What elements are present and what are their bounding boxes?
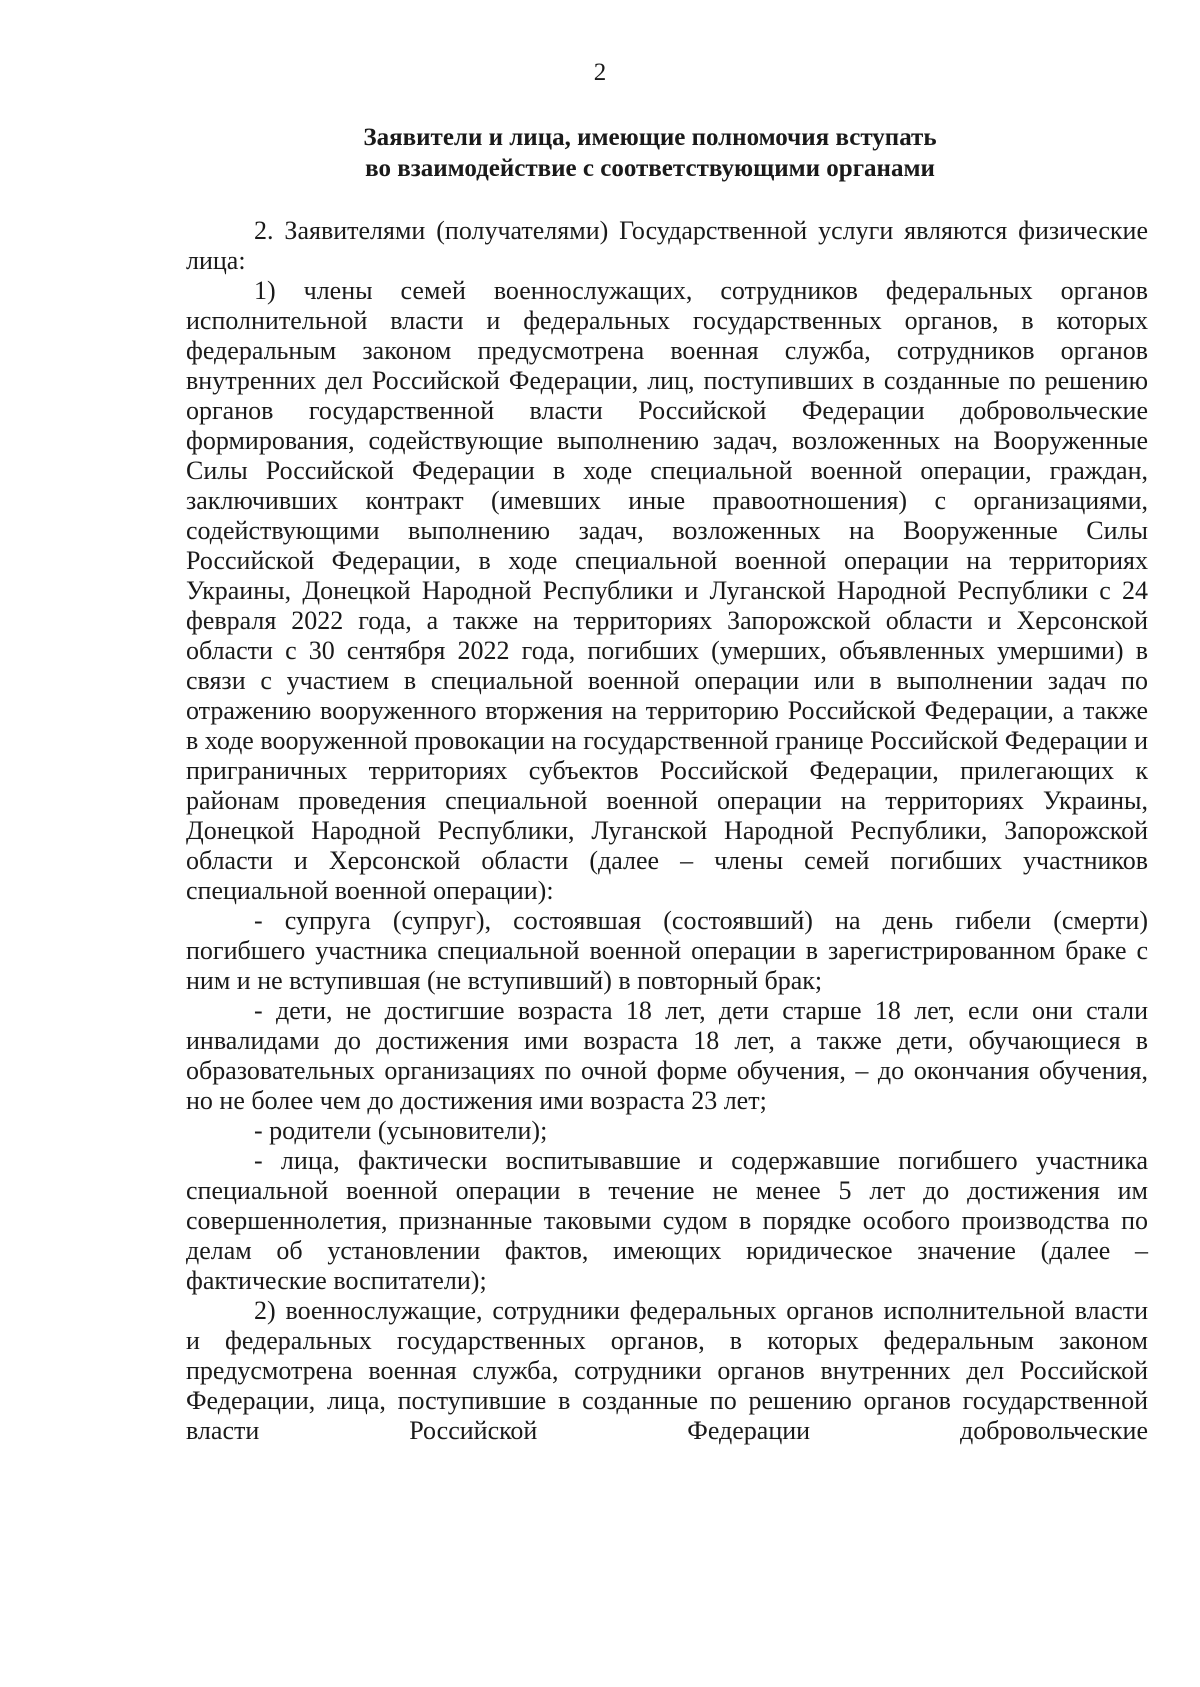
paragraph-spouse: - супруга (супруг), состоявшая (состоявший) на день гибели (смерти) погибшего участника специальной военной операции в зарегистрированном браке с ним и не вступившая (не вступивший) в повторный брак; bbox=[186, 906, 1148, 995]
section-heading bbox=[250, 122, 1050, 184]
section-heading-line-2: во взаимодействие с соответствующими органами bbox=[365, 155, 935, 182]
paragraph-parents: - родители (усыновители); bbox=[254, 1116, 548, 1145]
paragraph-item-1-family-members: 1) члены семей военнослужащих, сотрудников федеральных органов исполнительной власти и федеральных государственных органов, в которых федеральным законом предусмотрена военная служба, сотрудников органов внутренних дел Российской Федерации, лиц, поступивших в созданные по решению органов государственной власти Российской Федерации добровольческие формирования, содействующие выполнению задач, возложенных на Вооруженные Силы Российской Федерации в ходе специальной военной операции, граждан, заключивших контракт (имевших иные правоотношения) с организациями, содействующими выполнению задач, возложенных на Вооруженные Силы Российской Федерации, в ходе специальной военной операции на территориях Украины, Донецкой Народной Республики и Луганской Народной Республики с 24 февраля 2022 года, а также на территориях Запорожской области и Херсонской области с 30 сентября 2022 года, погибших (умерших, объявленных умершими) в связи с участием в специальной военной операции или в выполнении задач по отражению вооруженного вторжения на территорию Российской Федерации, а также в ходе вооруженной провокации на государственной границе Российской Федерации и приграничных территориях субъектов Российской Федерации, прилегающих к районам проведения специальной военной операции на территориях Украины, Донецкой Народной Республики, Луганской Народной Республики, Запорожской области и Херсонской области (далее – члены семей погибших участников специальной военной операции): bbox=[186, 276, 1148, 905]
page-number: 2 bbox=[593, 59, 607, 86]
paragraph-item-2-servicemen: 2) военнослужащие, сотрудники федеральных органов исполнительной власти и федеральных государственных органов, в которых федеральным законом предусмотрена военная служба, сотрудники органов внутренних дел Российской Федерации, лица, поступившие в созданные по решению органов государственной власти Российской Федерации добровольческие bbox=[186, 1296, 1148, 1445]
paragraph-applicants-intro: 2. Заявителями (получателями) Государственной услуги являются физические лица: bbox=[186, 216, 1148, 275]
paragraph-children: - дети, не достигшие возраста 18 лет, дети старше 18 лет, если они стали инвалидами до достижения ими возраста 18 лет, а также дети, обучающиеся в образовательных организациях по очной форме обучения, – до окончания обучения, но не более чем до достижения ими возраста 23 лет; bbox=[186, 996, 1148, 1115]
document-body bbox=[186, 216, 1148, 1446]
paragraph-actual-guardians: - лица, фактически воспитывавшие и содержавшие погибшего участника специальной военной операции в течение не менее 5 лет до достижения им совершеннолетия, признанные таковыми судом в порядке особого производства по делам об установлении фактов, имеющих юридическое значение (далее – фактические воспитатели); bbox=[186, 1146, 1148, 1295]
section-heading-line-1: Заявители и лица, имеющие полномочия вступать bbox=[363, 124, 937, 151]
